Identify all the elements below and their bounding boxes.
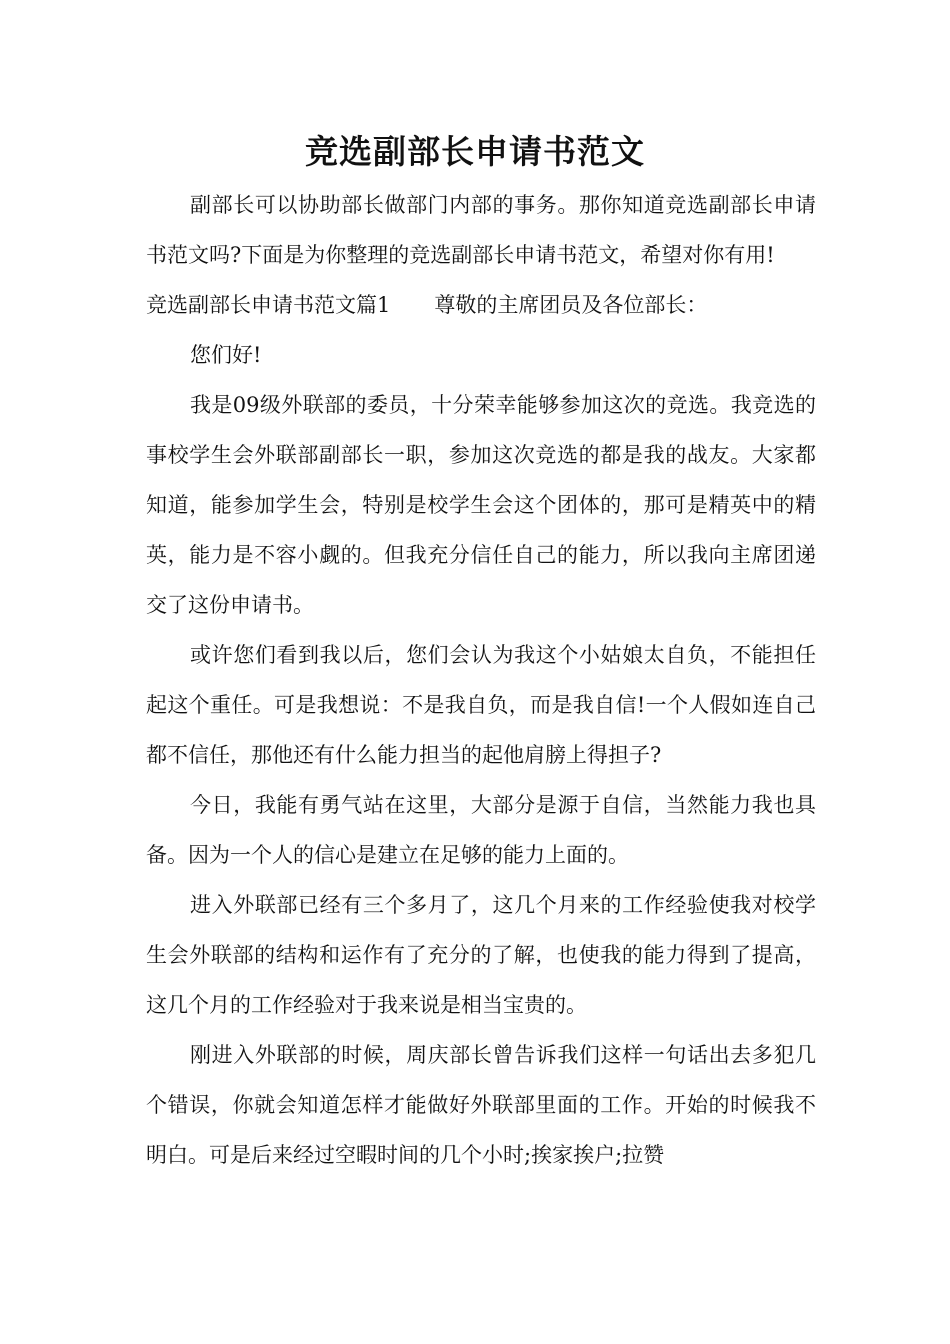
section-heading-line xyxy=(146,280,816,330)
intro-paragraph: 副部长可以协助部长做部门内部的事务。那你知道竞选副部长申请书范文吗?下面是为你整理的竞选副部长申请书范文，希望对你有用! xyxy=(146,193,816,267)
salutation: 尊敬的主席团员及各位部长： xyxy=(434,293,708,317)
section-heading: 竞选副部长申请书范文篇1 xyxy=(146,293,391,317)
greeting: 您们好! xyxy=(190,343,262,367)
document-title: 竞选副部长申请书范文 xyxy=(305,132,645,171)
body-paragraph-1: 我是09级外联部的委员，十分荣幸能够参加这次的竞选。我竞选的事校学生会外联部副部长一职，参加这次竞选的都是我的战友。大家都知道，能参加学生会，特别是校学生会这个团体的，那可是精英中的精英，能力是不容小觑的。但我充分信任自己的能力，所以我向主席团递交了这份申请书。 xyxy=(146,393,816,617)
document-body xyxy=(146,180,816,1180)
body-paragraph-3: 今日，我能有勇气站在这里，大部分是源于自信，当然能力我也具备。因为一个人的信心是建立在足够的能力上面的。 xyxy=(146,793,816,867)
body-paragraph-5: 刚进入外联部的时候，周庆部长曾告诉我们这样一句话出去多犯几个错误，你就会知道怎样才能做好外联部里面的工作。开始的时候我不明白。可是后来经过空暇时间的几个小时;挨家挨户;拉赞 xyxy=(146,1043,816,1167)
body-paragraph-4: 进入外联部已经有三个多月了，这几个月来的工作经验使我对校学生会外联部的结构和运作有了充分的了解，也使我的能力得到了提高，这几个月的工作经验对于我来说是相当宝贵的。 xyxy=(146,893,816,1017)
body-paragraph-2: 或许您们看到我以后，您们会认为我这个小姑娘太自负，不能担任起这个重任。可是我想说：不是我自负，而是我自信!一个人假如连自己都不信任，那他还有什么能力担当的起他肩膀上得担子? xyxy=(146,643,816,767)
